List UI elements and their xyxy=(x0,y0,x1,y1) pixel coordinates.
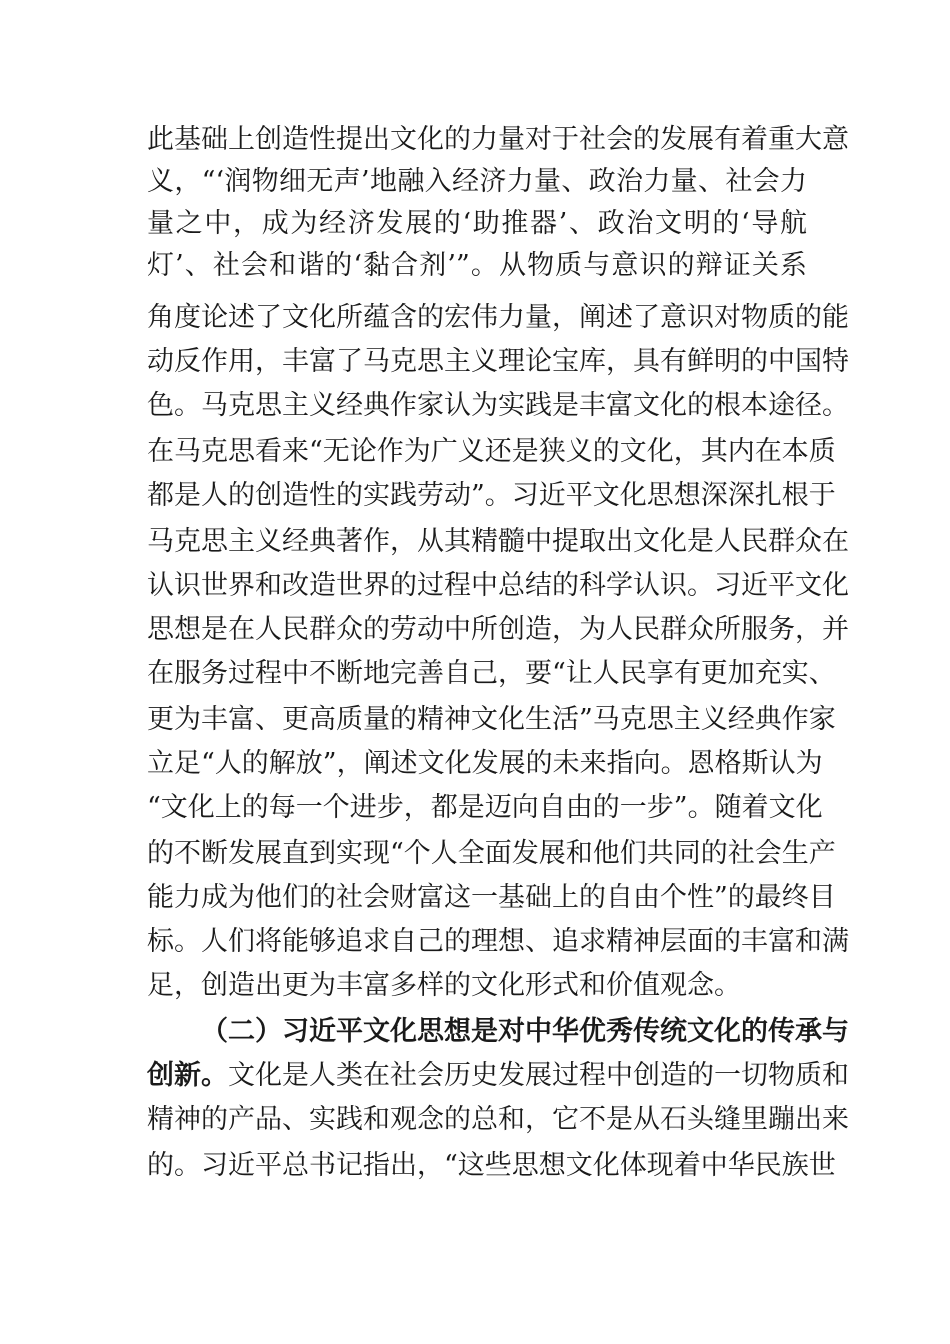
text-line: 动反作用，丰富了马克思主义理论宝库，具有鲜明的中国特 xyxy=(147,346,849,377)
text-line xyxy=(147,1056,849,1096)
section-heading-continuation: 创新。 xyxy=(147,1060,228,1091)
text-line: 思想是在人民群众的劳动中所创造，为人民群众所服务，并 xyxy=(147,614,849,645)
section-heading: （二）习近平文化思想是对中华优秀传统文化的传承与 xyxy=(201,1016,849,1047)
text-line: 色。马克思主义经典作家认为实践是丰富文化的根本途径。 xyxy=(147,390,849,421)
text-line: 马克思主义经典著作，从其精髓中提取出文化是人民群众在 xyxy=(147,526,849,557)
text-line: 能力成为他们的社会财富这一基础上的自由个性”的最终目 xyxy=(147,882,836,913)
text-line: 立足“人的解放”，阐述文化发展的未来指向。恩格斯认为 xyxy=(147,748,823,779)
text-line: 在服务过程中不断地完善自己，要“让人民享有更加充实、 xyxy=(147,658,836,689)
text-line: 都是人的创造性的实践劳动”。习近平文化思想深深扎根于 xyxy=(147,480,836,511)
text-line: 角度论述了文化所蕴含的宏伟力量，阐述了意识对物质的能 xyxy=(147,302,849,333)
text-line: 的不断发展直到实现“个人全面发展和他们共同的社会生产 xyxy=(147,838,836,869)
text-line: 在马克思看来“无论作为广义还是狭义的文化，其内在本质 xyxy=(147,436,836,467)
text-line: 义，“‘润物细无声’地融入经济力量、政治力量、社会力 xyxy=(147,166,807,197)
text-line: 认识世界和改造世界的过程中总结的科学认识。习近平文化 xyxy=(147,570,849,601)
text-line: 更为丰富、更高质量的精神文化生活”马克思主义经典作家 xyxy=(147,704,836,735)
text-line: 灯’、社会和谐的‘黏合剂’”。从物质与意识的辩证关系 xyxy=(147,250,807,281)
text-line: 足，创造出更为丰富多样的文化形式和价值观念。 xyxy=(147,970,741,1001)
text-line-rest: 文化是人类在社会历史发展过程中创造的一切物质和 xyxy=(228,1060,849,1091)
text-line: 标。人们将能够追求自己的理想、追求精神层面的丰富和满 xyxy=(147,926,849,957)
text-line: 量之中，成为经济发展的‘助推器’、政治文明的‘导航 xyxy=(147,208,807,239)
text-line: 精神的产品、实践和观念的总和，它不是从石头缝里蹦出来 xyxy=(147,1104,849,1135)
text-line: 此基础上创造性提出文化的力量对于社会的发展有着重大意 xyxy=(147,124,849,155)
text-line: “文化上的每一个进步，都是迈向自由的一步”。随着文化 xyxy=(147,792,823,823)
text-line: 的。习近平总书记指出，“这些思想文化体现着中华民族世 xyxy=(147,1150,836,1181)
